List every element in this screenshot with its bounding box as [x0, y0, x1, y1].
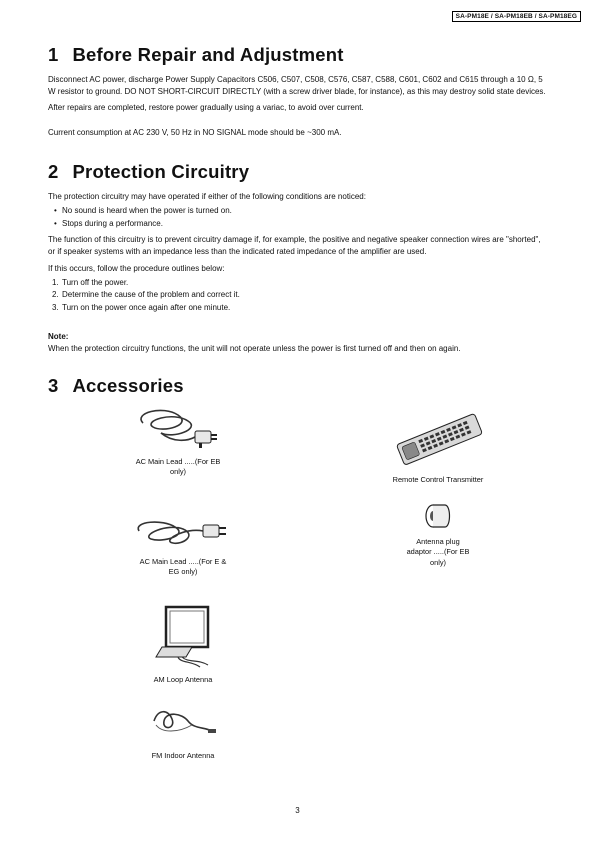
- section-1-paragraph-2: After repairs are completed, restore power gradually using a variac, to avoid over current.: [48, 103, 364, 113]
- am-loop-antenna-icon: [148, 601, 218, 671]
- accessory-remote-control: [368, 411, 508, 486]
- section-number: 1: [48, 44, 59, 65]
- section-2-paragraph: The function of this circuitry is to prevent circuitry damage if, for example, the positive and negative speaker connection wires are "shorted", or if speaker systems with an impedance less than the indicated rated impedance of the amplifier are used.: [48, 235, 541, 257]
- page-number: 3: [295, 806, 300, 815]
- accessory-caption: Antenna plug adaptor .....(For EB only): [406, 536, 470, 567]
- accessory-antenna-plug: [398, 501, 478, 569]
- accessory-ac-lead-eb: [118, 403, 238, 478]
- section-2-intro: The protection circuitry may have operated if either of the following conditions are noticed:: [48, 191, 366, 201]
- accessory-caption: FM Indoor Antenna: [151, 750, 215, 760]
- section-2-heading: [48, 161, 548, 183]
- accessory-ac-lead-e-eg: [118, 513, 248, 578]
- section-1-paragraph-1: Disconnect AC power, discharge Power Supply Capacitors C506, C507, C508, C576, C587, C588, C601, C602 and C615 through a 10 Ω, 5 W resistor to ground. DO NOT SHORT-CIRCUIT DIRECTLY (with a screw driver blade, for instance), as this may destroy solid state devices.: [48, 75, 546, 97]
- section-1-paragraph-3: Current consumption at AC 230 V, 50 Hz in NO SIGNAL mode should be ~300 mA.: [48, 127, 342, 137]
- accessory-caption: AC Main Lead .....(For EB only): [135, 456, 221, 477]
- section-number: 2: [48, 160, 59, 182]
- remote-control-icon: [388, 411, 488, 471]
- section-title: Accessories: [72, 374, 184, 396]
- note-heading: Note:: [48, 331, 69, 341]
- bullet-icon: •: [54, 218, 57, 228]
- section-1-heading: [48, 44, 548, 66]
- accessory-fm-indoor: [128, 703, 238, 762]
- model-number-box: SA-PM18E / SA-PM18EB / SA-PM18EG: [452, 11, 581, 22]
- section-title: Before Repair and Adjustment: [72, 44, 344, 65]
- antenna-plug-icon: [423, 501, 453, 531]
- accessory-am-loop: [128, 601, 238, 686]
- condition-list: [48, 205, 548, 230]
- list-item: • No sound is heard when the power is turned on.: [54, 205, 548, 218]
- accessories-grid: [48, 403, 548, 783]
- bullet-icon: •: [54, 206, 57, 216]
- ac-lead-plug-icon: [133, 513, 233, 553]
- list-item: 1. Turn off the power.: [52, 277, 129, 287]
- page-content: [48, 44, 548, 783]
- accessory-caption: AC Main Lead .....(For E & EG only): [139, 556, 227, 577]
- fm-indoor-antenna-icon: [148, 703, 218, 741]
- section-number: 3: [48, 374, 59, 396]
- note-text: When the protection circuitry functions, the unit will not operate unless the power is first turned off and then on again.: [48, 343, 461, 353]
- list-item: 2. Determine the cause of the problem and correct it.: [52, 290, 240, 300]
- accessory-caption: Remote Control Transmitter: [392, 474, 484, 484]
- ac-lead-plug-icon: [133, 403, 223, 453]
- procedure-list: [48, 277, 548, 315]
- list-item: 3. Turn on the power once again after one minute.: [52, 303, 231, 312]
- list-item: • Stops during a performance.: [54, 218, 548, 231]
- section-title: Protection Circuitry: [72, 160, 250, 182]
- section-3-heading: [48, 375, 548, 397]
- accessory-caption: AM Loop Antenna: [153, 674, 213, 684]
- section-2-follow: If this occurs, follow the procedure outlines below:: [48, 263, 225, 273]
